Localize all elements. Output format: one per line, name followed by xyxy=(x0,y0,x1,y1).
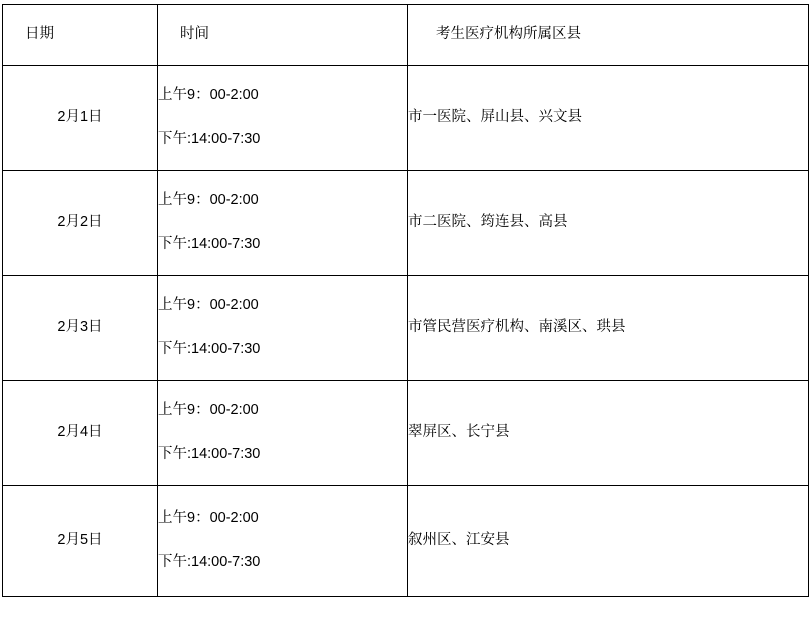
table-row xyxy=(3,276,809,381)
row-date xyxy=(3,381,158,486)
time-afternoon: 下午:14:00-7:30 xyxy=(158,446,261,462)
time-morning: 上午9：00-2:00 xyxy=(158,87,259,104)
row-time xyxy=(158,486,408,597)
row-time xyxy=(158,171,408,276)
row-date xyxy=(3,276,158,381)
row-date xyxy=(3,486,158,597)
date-text: 2月2日 xyxy=(57,214,103,231)
time-afternoon: 下午:14:00-7:30 xyxy=(158,236,261,252)
area-text: 叙州区、江安县 xyxy=(408,532,510,549)
row-area xyxy=(408,381,809,486)
row-area xyxy=(408,486,809,597)
header-date: 日期 xyxy=(3,5,158,66)
area-text: 市一医院、屏山县、兴文县 xyxy=(408,109,582,126)
date-text: 2月3日 xyxy=(57,319,103,336)
time-afternoon: 下午:14:00-7:30 xyxy=(158,341,261,357)
row-area xyxy=(408,66,809,171)
time-afternoon: 下午:14:00-7:30 xyxy=(158,554,261,570)
date-text: 2月5日 xyxy=(57,532,103,549)
time-morning: 上午9：00-2:00 xyxy=(158,510,259,527)
row-time xyxy=(158,381,408,486)
row-date xyxy=(3,171,158,276)
header-area: 考生医疗机构所属区县 xyxy=(408,5,809,66)
document-page xyxy=(0,4,809,638)
row-area xyxy=(408,276,809,381)
header-time: 时间 xyxy=(158,5,408,66)
row-date xyxy=(3,66,158,171)
area-text: 市管民营医疗机构、南溪区、珙县 xyxy=(408,319,626,336)
time-morning: 上午9：00-2:00 xyxy=(158,192,259,209)
row-area xyxy=(408,171,809,276)
area-text: 翠屏区、长宁县 xyxy=(408,424,510,441)
date-text: 2月1日 xyxy=(57,109,103,126)
exam-schedule-table xyxy=(2,4,809,597)
area-text: 市二医院、筠连县、高县 xyxy=(408,214,568,231)
row-time xyxy=(158,276,408,381)
row-time xyxy=(158,66,408,171)
table-row xyxy=(3,171,809,276)
table-row xyxy=(3,486,809,597)
table-row xyxy=(3,66,809,171)
date-text: 2月4日 xyxy=(57,424,103,441)
table-row xyxy=(3,381,809,486)
table-header-row xyxy=(3,5,809,66)
time-morning: 上午9：00-2:00 xyxy=(158,297,259,314)
time-afternoon: 下午:14:00-7:30 xyxy=(158,131,261,147)
time-morning: 上午9：00-2:00 xyxy=(158,402,259,419)
